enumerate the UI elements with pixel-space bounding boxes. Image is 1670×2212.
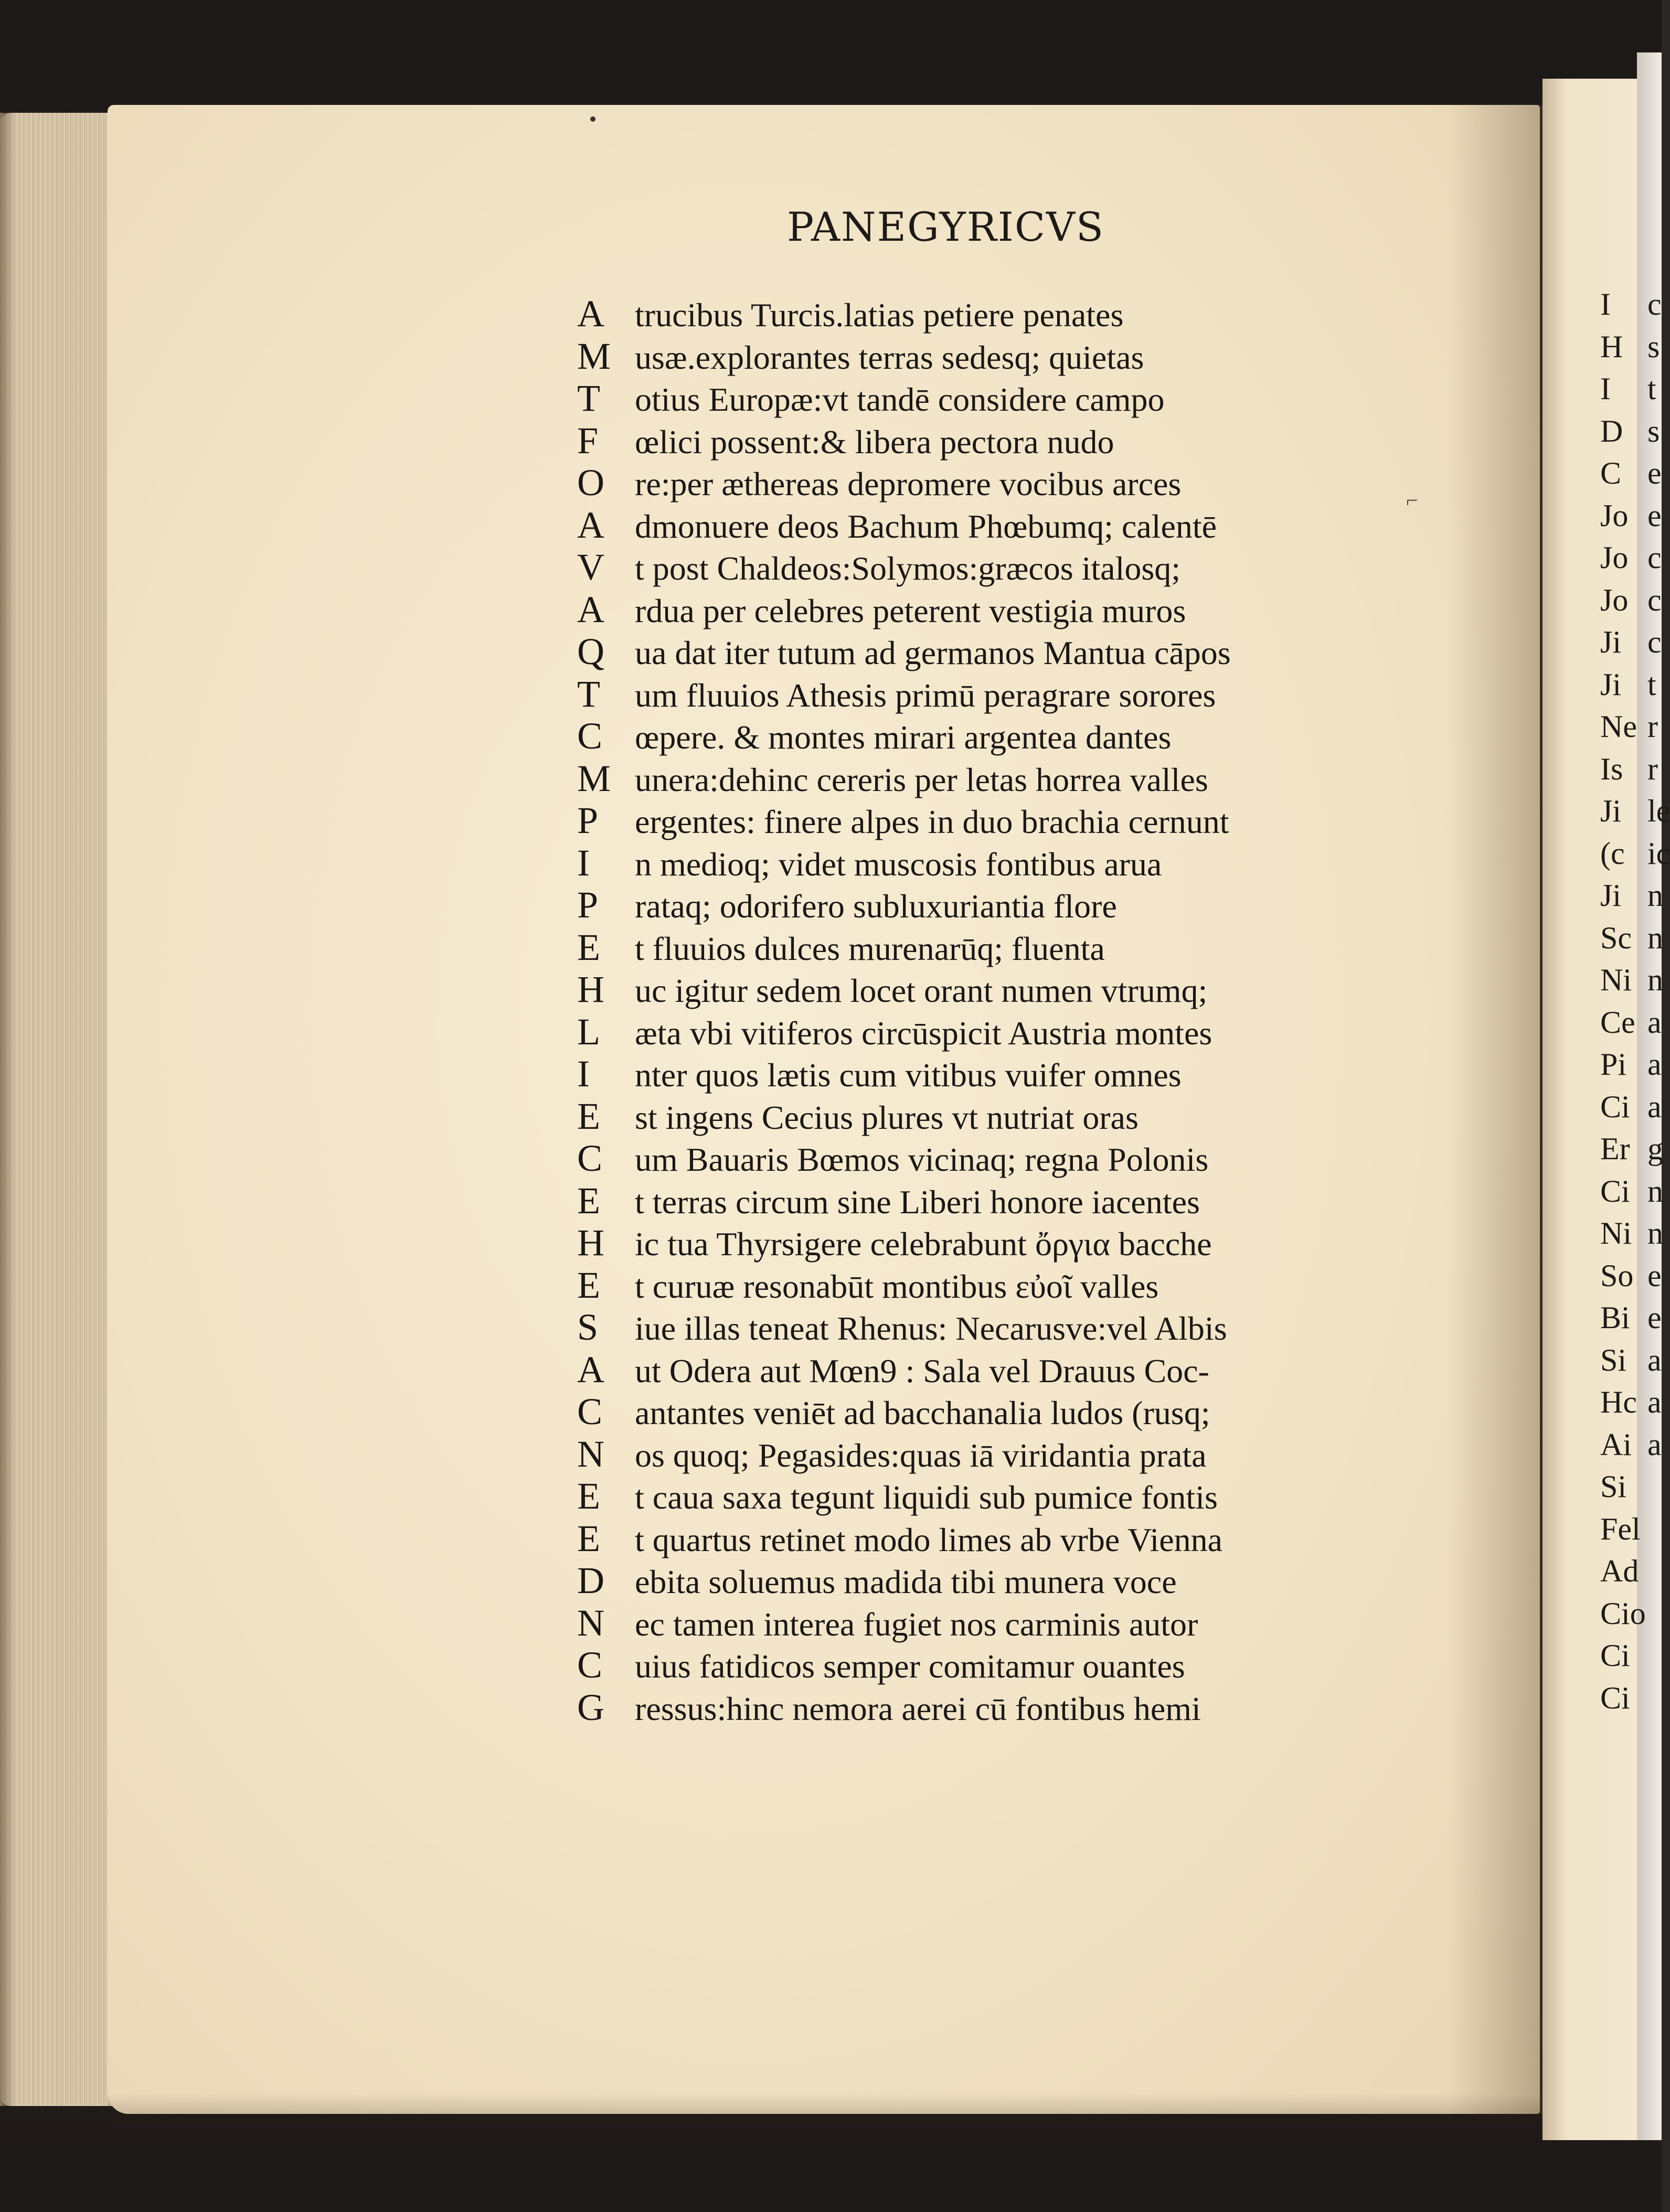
acrostic-initial: O	[577, 462, 604, 504]
acrostic-initial: A	[577, 1348, 604, 1391]
gutter-shadow	[1448, 105, 1543, 2114]
verse-line	[577, 884, 1231, 926]
verse-line	[577, 968, 1231, 1011]
facing-line	[1600, 1339, 1662, 1382]
verse-text: nter quos lætis cum vitibus vuifer omnes	[635, 1056, 1182, 1094]
facing-line-end: le	[1647, 794, 1670, 828]
verse-line	[577, 504, 1231, 547]
verse-line	[577, 1053, 1231, 1095]
facing-line	[1600, 1128, 1663, 1170]
facing-line	[1600, 832, 1670, 875]
verse-text: œlici possent:& libera pectora nudo	[635, 423, 1114, 461]
acrostic-initial: L	[577, 1010, 600, 1053]
facing-line	[1600, 664, 1656, 706]
verse-text: uc igitur sedem locet orant numen vtrumq;	[635, 972, 1208, 1009]
acrostic-initial: N	[577, 1601, 604, 1644]
acrostic-initial: I	[577, 1053, 590, 1095]
facing-line-end: a	[1647, 1385, 1662, 1419]
facing-line-end: n	[1647, 878, 1663, 913]
facing-line-end: c	[1647, 540, 1662, 575]
verse-line	[577, 1264, 1231, 1307]
verse-line	[577, 1011, 1231, 1053]
facing-line-start: C	[1600, 456, 1622, 490]
verse-text: trucibus Turcis.latias petiere penates	[635, 296, 1124, 334]
facing-line	[1600, 959, 1663, 1001]
acrostic-initial: T	[577, 672, 600, 715]
verse-text: t caua saxa tegunt liquidi sub pumice fontis	[635, 1479, 1218, 1516]
facing-line	[1600, 1381, 1662, 1424]
verse-line	[577, 589, 1231, 631]
facing-line-start: Jo	[1600, 582, 1629, 617]
facing-line-start: Hc	[1600, 1385, 1637, 1419]
verse-text: œpere. & montes mirari argentea dantes	[635, 719, 1172, 756]
verse-line	[577, 1518, 1231, 1560]
verse-list	[577, 293, 1231, 1728]
verse-line	[577, 1306, 1231, 1349]
verse-line	[577, 926, 1231, 969]
verse-text: os quoq; Pegasides:quas iā viridantia prata	[635, 1436, 1207, 1474]
facing-line-start: Si	[1600, 1342, 1627, 1377]
verse-line	[577, 1475, 1231, 1518]
acrostic-initial: E	[577, 1475, 600, 1517]
facing-line-start: Ne	[1600, 709, 1637, 744]
verse-text: t post Chaldeos:Solymos:græcos italosq;	[635, 550, 1181, 587]
verse-line	[577, 1095, 1231, 1138]
facing-line	[1600, 1593, 1646, 1635]
verse-text: t quartus retinet modo limes ab vrbe Vienna	[635, 1521, 1223, 1558]
facing-line-start: Jo	[1600, 498, 1629, 533]
verse-text: ua dat iter tutum ad germanos Mantua cāpos	[635, 634, 1231, 671]
facing-line-start: Si	[1600, 1469, 1627, 1504]
verse-text: dmonuere deos Bachum Phœbumq; calentē	[635, 507, 1217, 545]
facing-line-end: r	[1647, 751, 1658, 786]
acrostic-initial: C	[577, 715, 603, 757]
facing-line-start: Ci	[1600, 1089, 1630, 1124]
facing-line	[1600, 283, 1662, 326]
acrostic-initial: N	[577, 1433, 604, 1475]
facing-line-end: c	[1647, 625, 1662, 659]
verse-text: unera:dehinc cereris per letas horrea valles	[635, 761, 1208, 798]
verse-line	[577, 335, 1231, 378]
verse-text: t terras circum sine Liberi honore iacentes	[635, 1183, 1200, 1221]
facing-line-start: Ji	[1600, 794, 1622, 828]
facing-line	[1600, 874, 1663, 917]
facing-line-end: s	[1647, 329, 1660, 364]
facing-line	[1600, 537, 1662, 579]
facing-line-start: Ce	[1600, 1005, 1635, 1040]
verse-text: ressus:hinc nemora aerei cū fontibus hemi	[635, 1690, 1201, 1727]
acrostic-initial: D	[577, 1559, 604, 1601]
facing-line-start: Ji	[1600, 625, 1622, 659]
acrostic-initial: I	[577, 841, 590, 884]
acrostic-initial: T	[577, 377, 600, 419]
facing-line-start: Ci	[1600, 1638, 1630, 1673]
acrostic-initial: S	[577, 1306, 599, 1348]
facing-line-end: c	[1647, 287, 1662, 322]
facing-line-start: Cio	[1600, 1596, 1646, 1631]
acrostic-initial: V	[577, 546, 604, 588]
verse-text: um Bauaris Bœmos vicinaq; regna Polonis	[635, 1141, 1209, 1178]
acrostic-initial: E	[577, 1095, 600, 1137]
facing-line	[1600, 1424, 1662, 1466]
verse-text: ut Odera aut Mœn9 : Sala vel Drauus Coc-	[635, 1352, 1209, 1390]
facing-line-end: s	[1647, 413, 1660, 448]
facing-line-end: n	[1647, 920, 1663, 955]
facing-line-end: n	[1647, 1216, 1663, 1251]
facing-line-start: Ji	[1600, 667, 1622, 702]
verse-line	[577, 1137, 1231, 1180]
verse-line	[577, 842, 1231, 884]
verse-text: æta vbi vitiferos circūspicit Austria montes	[635, 1014, 1212, 1052]
facing-line-start: I	[1600, 371, 1611, 406]
facing-line-start: I	[1600, 287, 1611, 322]
acrostic-initial: F	[577, 419, 599, 462]
verse-text: uius fatidicos semper comitamur ouantes	[635, 1648, 1185, 1685]
verse-text: t curuæ resonabūt montibus εὐοῖ valles	[635, 1267, 1159, 1305]
verse-text: iue illas teneat Rhenus: Necarusve:vel Albis	[635, 1310, 1227, 1347]
verse-line	[577, 546, 1231, 589]
facing-line-end: e	[1647, 498, 1662, 533]
verse-line	[577, 293, 1231, 335]
verse-line	[577, 1559, 1231, 1602]
facing-line-end: a	[1647, 1005, 1662, 1040]
acrostic-initial: C	[577, 1644, 603, 1686]
verse-line	[577, 799, 1231, 842]
acrostic-initial: G	[577, 1686, 604, 1728]
facing-line-end: n	[1647, 1173, 1663, 1209]
verse-text: rataq; odorifero subluxuriantia flore	[635, 888, 1117, 925]
facing-line-start: Ni	[1600, 1216, 1632, 1251]
acrostic-initial: E	[577, 1517, 600, 1559]
facing-line-end: n	[1647, 963, 1663, 997]
facing-line	[1600, 621, 1662, 664]
facing-line	[1600, 1508, 1646, 1551]
facing-line-start: Er	[1600, 1131, 1630, 1166]
acrostic-initial: P	[577, 799, 599, 841]
facing-line-start: D	[1600, 413, 1623, 448]
verse-line	[577, 1602, 1231, 1644]
facing-line-start: H	[1600, 329, 1623, 364]
verse-text: um fluuios Athesis primū peragrare sorores	[635, 676, 1216, 714]
facing-line-start: So	[1600, 1258, 1634, 1293]
facing-line-start: Ni	[1600, 963, 1632, 997]
facing-line-end: a	[1647, 1342, 1662, 1377]
acrostic-initial: A	[577, 588, 604, 631]
facing-line	[1600, 1001, 1662, 1044]
ink-dot	[590, 116, 595, 122]
facing-line-end: g	[1647, 1131, 1663, 1166]
facing-line-start: (c	[1600, 836, 1625, 871]
facing-line	[1600, 706, 1658, 748]
verse-text: n medioq; videt muscosis fontibus arua	[635, 845, 1162, 883]
facing-line-start: Jo	[1600, 540, 1629, 575]
verse-text: usæ.explorantes terras sedesq; quietas	[635, 338, 1144, 376]
facing-line-start: Is	[1600, 751, 1623, 786]
facing-line	[1600, 790, 1670, 832]
acrostic-initial: E	[577, 1179, 600, 1222]
facing-line-end: a	[1647, 1047, 1662, 1082]
facing-line-end: c	[1647, 582, 1662, 617]
facing-line-start: Ai	[1600, 1427, 1632, 1462]
acrostic-initial: E	[577, 1264, 600, 1306]
verse-line	[577, 1391, 1231, 1433]
verse-line	[577, 715, 1231, 757]
facing-line-end: a	[1647, 1427, 1662, 1462]
acrostic-initial: Q	[577, 631, 604, 672]
facing-line-end: r	[1647, 709, 1658, 744]
acrostic-initial: A	[577, 293, 604, 335]
facing-line	[1600, 452, 1662, 495]
facing-line-end: e	[1647, 456, 1662, 490]
verse-text: st ingens Cecius plures vt nutriat oras	[635, 1098, 1139, 1136]
running-head: PANEGYRICVS	[787, 204, 1104, 250]
verse-line	[577, 377, 1231, 420]
facing-line	[1600, 368, 1656, 410]
facing-line	[1600, 579, 1662, 622]
verse-text: otius Europæ:vt tandē considere campo	[635, 381, 1165, 418]
acrostic-initial: A	[577, 504, 604, 546]
verse-line	[577, 1644, 1231, 1686]
verse-line	[577, 462, 1231, 504]
facing-line-end: e	[1647, 1300, 1662, 1335]
facing-line	[1600, 1043, 1662, 1086]
acrostic-initial: E	[577, 926, 600, 968]
facing-line-start: Bi	[1600, 1300, 1630, 1335]
verse-text: ec tamen interea fugiet nos carminis autor	[635, 1605, 1198, 1643]
page-bottom-shadow	[108, 2093, 1540, 2124]
facing-line	[1600, 495, 1662, 537]
facing-line	[1600, 1550, 1646, 1593]
page-edges	[0, 113, 126, 2106]
verse-line	[577, 757, 1231, 800]
facing-line	[1600, 1086, 1662, 1128]
verse-text: rdua per celebres peterent vestigia muros	[635, 592, 1186, 629]
acrostic-initial: H	[577, 968, 604, 1010]
facing-line-start: Ad	[1600, 1554, 1639, 1588]
margin-mark: ⌐	[1406, 488, 1418, 512]
facing-line	[1600, 1297, 1662, 1339]
facing-line	[1600, 1170, 1663, 1213]
facing-line	[1600, 1634, 1646, 1677]
acrostic-initial: C	[577, 1391, 603, 1433]
verse-line	[577, 1686, 1231, 1729]
facing-line-end: e	[1647, 1258, 1662, 1293]
facing-page-fragments	[1600, 283, 1670, 1719]
verse-line	[577, 1222, 1231, 1264]
verse-text: antantes veniēt ad bacchanalia ludos (rusq;	[635, 1394, 1210, 1431]
facing-line-start: Sc	[1600, 920, 1632, 955]
facing-line-start: Fel	[1600, 1511, 1641, 1546]
verse-line	[577, 420, 1231, 462]
facing-line	[1600, 1212, 1663, 1255]
verse-text: ic tua Thyrsigere celebrabunt ὄργια bacche	[635, 1225, 1212, 1263]
verse-text: re:per æthereas depromere vocibus arces	[635, 465, 1182, 503]
verse-text: ebita soluemus madida tibi munera voce	[635, 1563, 1177, 1600]
verse-text: ergentes: finere alpes in duo brachia cernunt	[635, 803, 1229, 840]
facing-line	[1600, 410, 1660, 453]
facing-line-start: Pi	[1600, 1047, 1627, 1082]
facing-line	[1600, 748, 1658, 790]
facing-line-end: a	[1647, 1089, 1662, 1124]
facing-line-start: Ci	[1600, 1680, 1630, 1715]
facing-line	[1600, 1255, 1662, 1297]
facing-line-end: ic	[1647, 836, 1670, 871]
acrostic-initial: M	[577, 757, 611, 799]
facing-line-start: Ci	[1600, 1173, 1630, 1209]
acrostic-initial: H	[577, 1222, 604, 1264]
acrostic-initial: C	[577, 1137, 603, 1179]
acrostic-initial: P	[577, 884, 599, 926]
verse-line	[577, 1180, 1231, 1222]
facing-line	[1600, 917, 1663, 959]
facing-line-end: t	[1647, 371, 1656, 406]
verse-line	[577, 673, 1231, 715]
facing-line	[1600, 1677, 1646, 1719]
acrostic-initial: M	[577, 335, 611, 377]
verse-text: t fluuios dulces murenarūq; fluenta	[635, 929, 1105, 967]
facing-line	[1600, 326, 1660, 368]
verse-line	[577, 1349, 1231, 1391]
verse-line	[577, 1433, 1231, 1476]
verse-line	[577, 631, 1231, 673]
facing-line-end: t	[1647, 667, 1656, 702]
facing-line-start: Ji	[1600, 878, 1622, 913]
facing-line	[1600, 1466, 1646, 1508]
